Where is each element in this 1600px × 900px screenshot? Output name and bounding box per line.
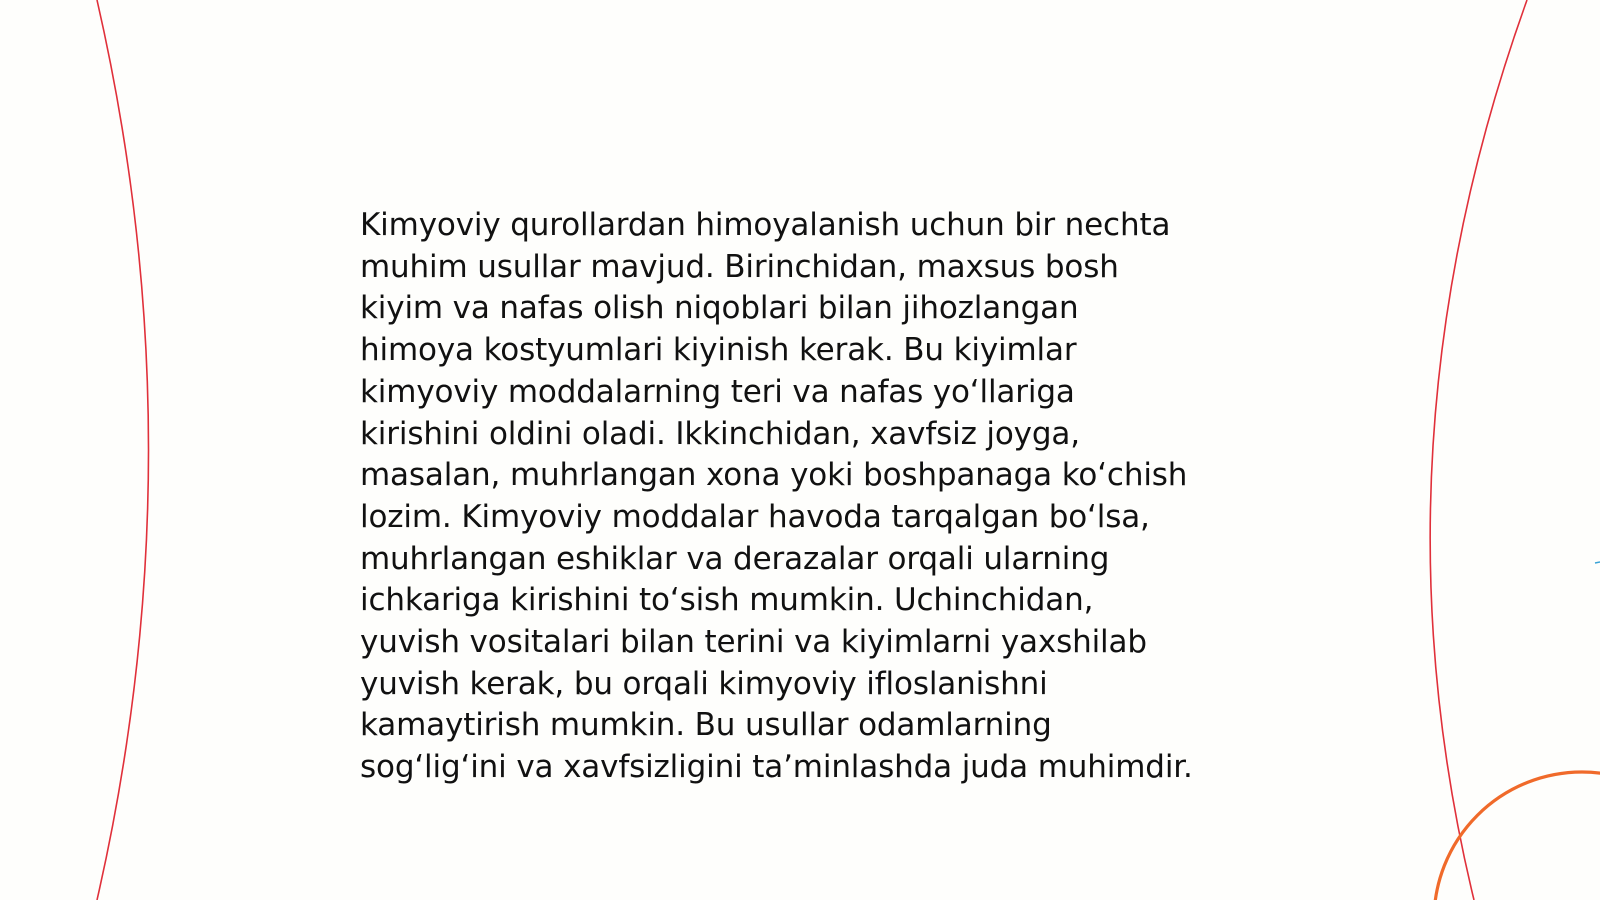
paragraph-line: yuvish kerak, bu orqali kimyoviy ifloslanishni xyxy=(360,665,1048,702)
paragraph-line: kirishini oldini oladi. Ikkinchidan, xavfsiz joyga, xyxy=(360,415,1080,452)
body-paragraph xyxy=(360,205,1260,789)
paragraph-line: sogʻligʻini va xavfsizligini taʼminlashda juda muhimdir. xyxy=(360,749,1193,786)
paragraph-line: Kimyoviy qurollardan himoyalanish uchun bir nechta xyxy=(360,207,1171,243)
paragraph-line: ichkariga kirishini toʻsish mumkin. Uchinchidan, xyxy=(360,582,1094,619)
paragraph-line: kimyoviy moddalarning teri va nafas yoʻllariga xyxy=(360,373,1075,410)
paragraph-line: kiyim va nafas olish niqoblari bilan jihozlangan xyxy=(360,290,1079,327)
orange-circle-decoration xyxy=(1434,772,1600,900)
paragraph-line: kamaytirish mumkin. Bu usullar odamlarning xyxy=(360,707,1052,744)
right-curve-decoration xyxy=(1430,0,1527,900)
paragraph-line: muhrlangan eshiklar va derazalar orqali ularning xyxy=(360,540,1110,577)
paragraph-line: lozim. Kimyoviy moddalar havoda tarqalgan boʻlsa, xyxy=(360,498,1150,535)
paragraph-line: muhim usullar mavjud. Birinchidan, maxsus bosh xyxy=(360,248,1119,285)
paragraph-line: himoya kostyumlari kiyinish kerak. Bu kiyimlar xyxy=(360,332,1077,369)
paragraph-line: masalan, muhrlangan xona yoki boshpanaga koʻchish xyxy=(360,457,1188,494)
blue-tick-decoration xyxy=(1595,562,1600,563)
left-curve-decoration xyxy=(97,0,149,900)
paragraph-line: yuvish vositalari bilan terini va kiyimlarni yaxshilab xyxy=(360,624,1147,661)
